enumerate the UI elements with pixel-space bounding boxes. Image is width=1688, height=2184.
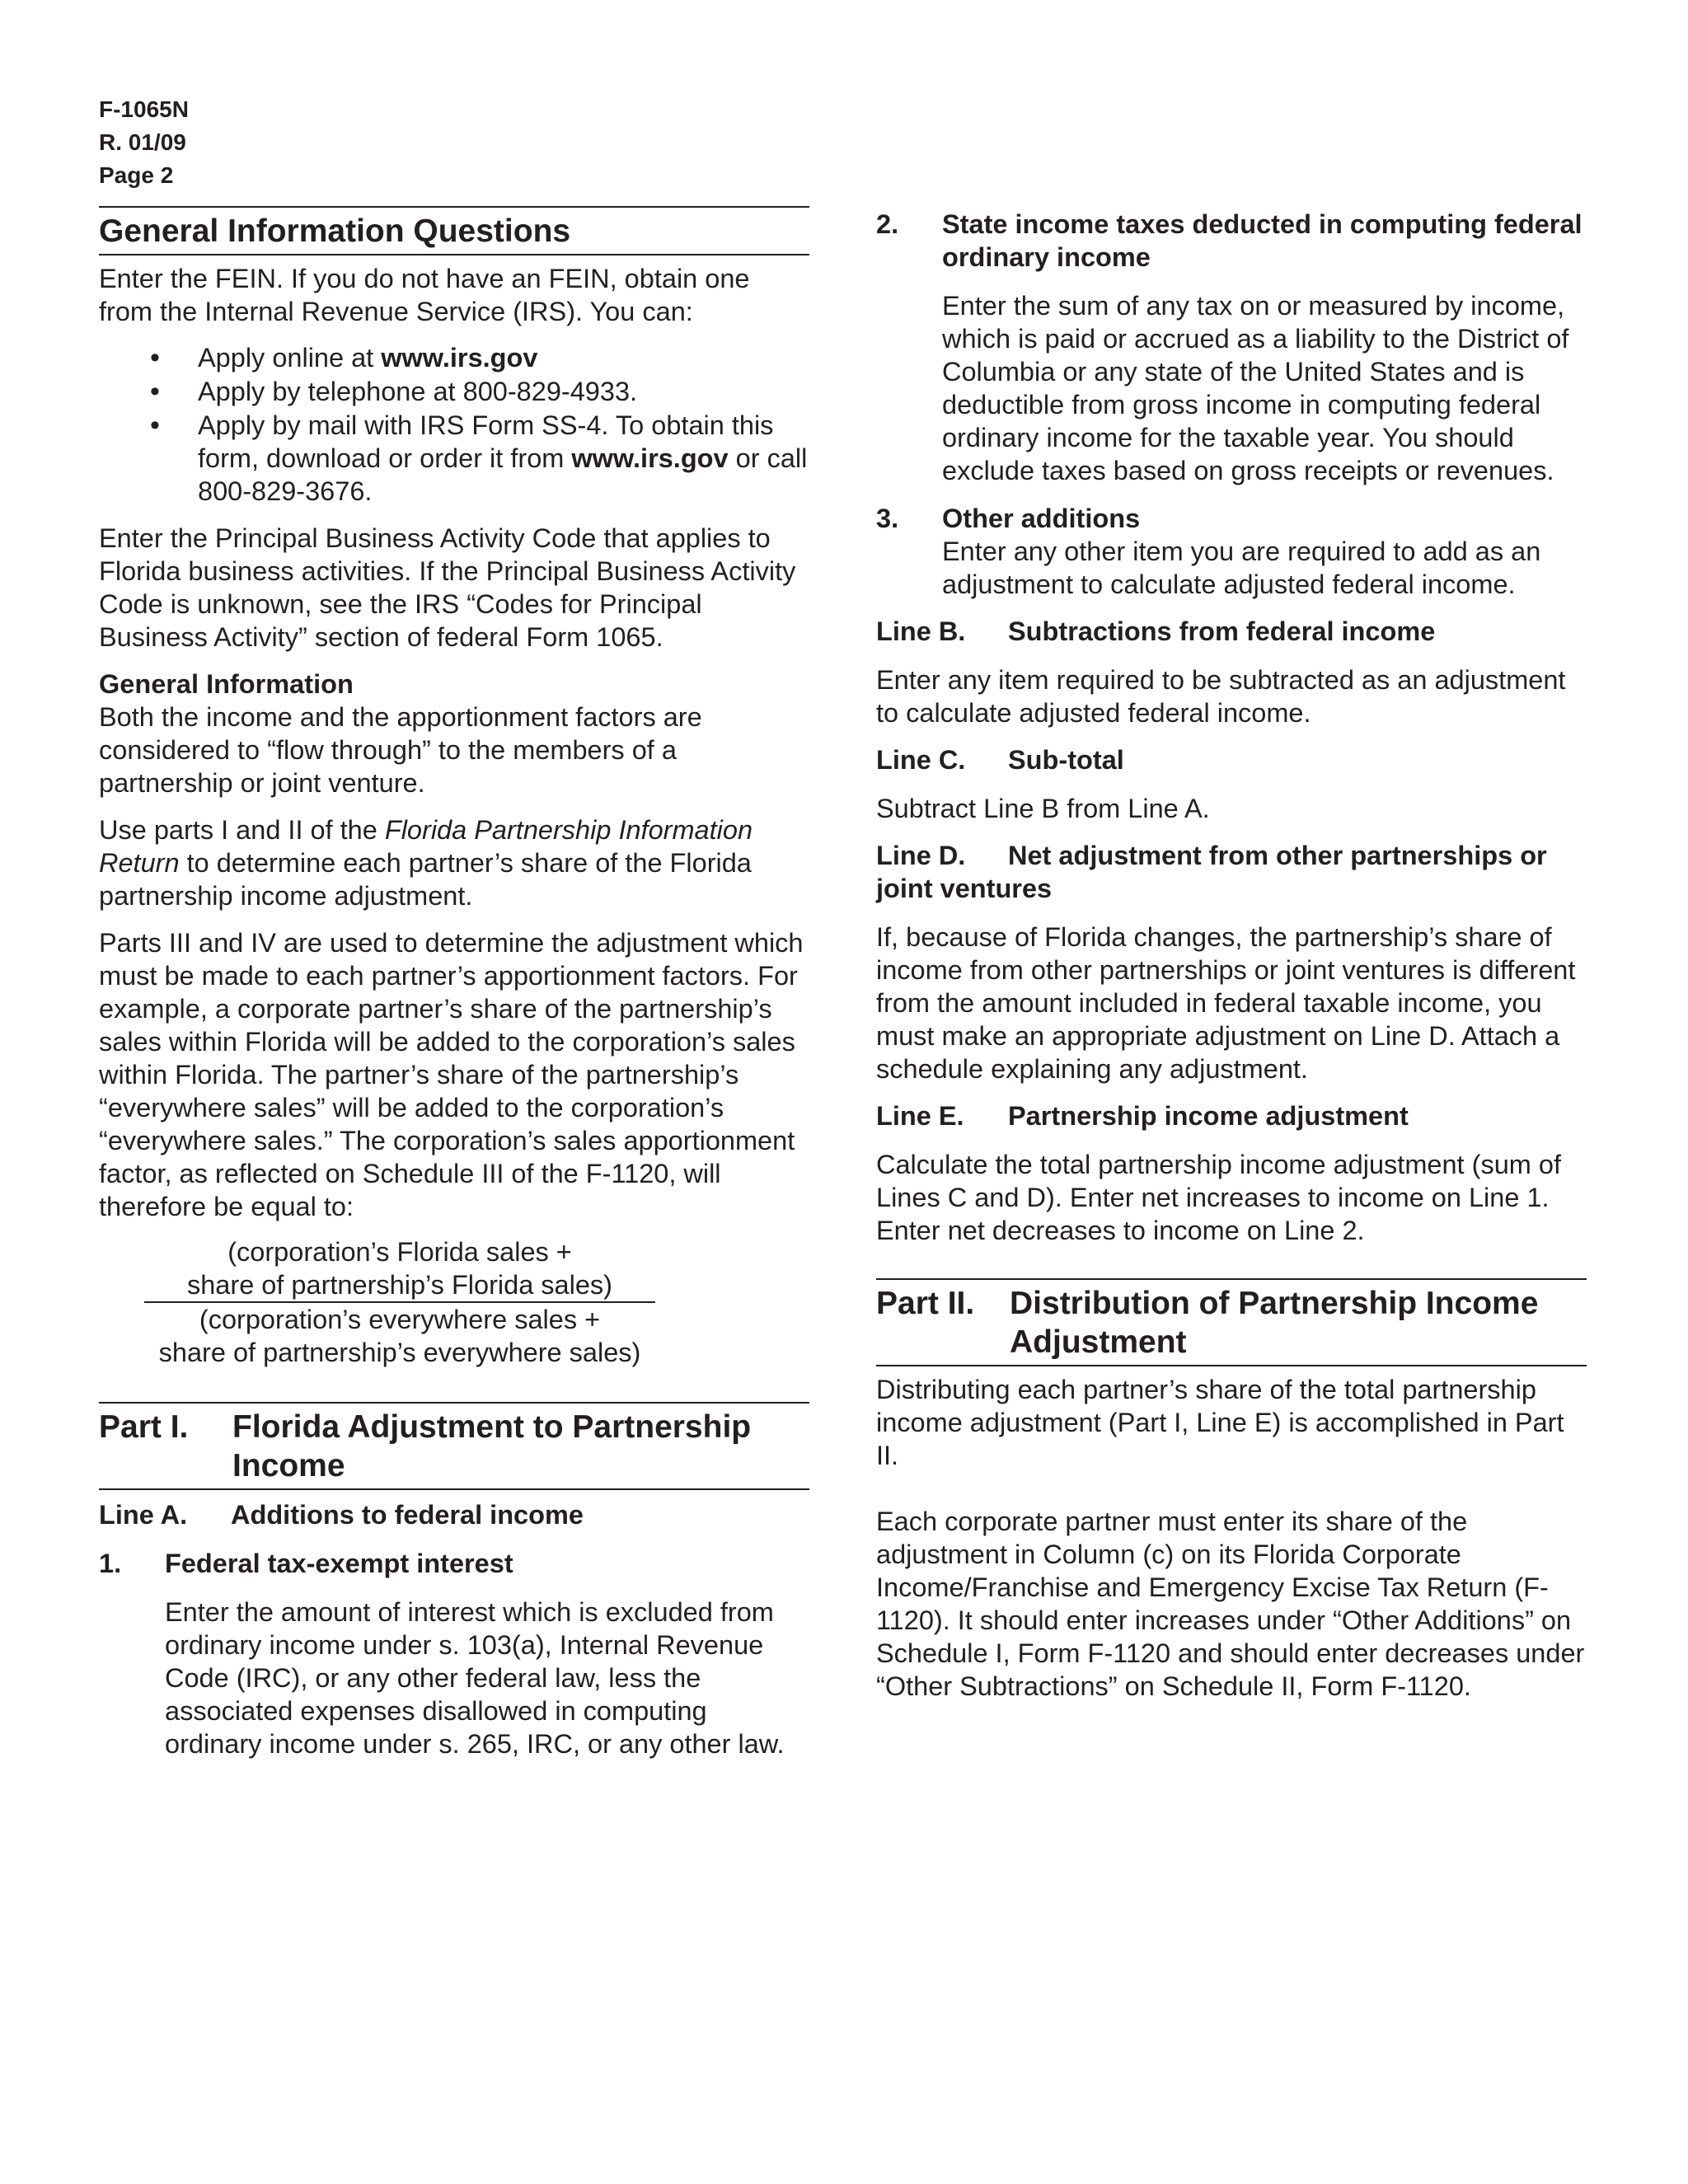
pbac-paragraph: Enter the Principal Business Activity Code that applies to Florida business activities. If the Principal Business Activity Code is unknown, see the IRS “Codes for Principal Business Activity” section of federal Form 1065.: [99, 523, 796, 652]
item-2-body: Enter the sum of any tax on or measured by income, which is paid or accrued as a liability to the District of Columbia or any state of the United States and is deductible from gross income in computing federal ordinary income for the taxable year. You should exclude taxes based on gross receipts or revenues.: [942, 291, 1569, 485]
irs-link[interactable]: www.irs.gov: [381, 343, 538, 373]
line-d-text: If, because of Florida changes, the partnership’s share of income from other partnerships or joint ventures is different from the amount included in federal taxable income, you must make an appropriate adjustment on Line D. Attach a schedule explaining any adjustment.: [876, 922, 1576, 1084]
right-column: [876, 208, 1587, 1703]
formula-numerator-2: share of partnership’s Florida sales): [144, 1268, 655, 1303]
section-heading-part1: [99, 1402, 809, 1490]
line-c-text: Subtract Line B from Line A.: [876, 794, 1210, 823]
formula-denominator-1: (corporation’s everywhere sales +: [199, 1305, 601, 1334]
left-column: [99, 206, 809, 1760]
apportionment-paragraph: Parts III and IV are used to determine the adjustment which must be made to each partner’s apportionment factors. For example, a corporate partner’s share of the partnership’s sales within Florida will be added to the corporation’s sales within Florida. The partner’s share of the partnership’s “everywhere sales” will be added to the corporation’s “everywhere sales.” The corporation’s sales apportionment factor, as reflected on Schedule III of the F-1120, will therefore be equal to:: [99, 928, 804, 1221]
fein-options-list: [99, 341, 809, 508]
section-heading-general-questions: [99, 206, 809, 255]
formula-numerator-1: (corporation’s Florida sales +: [227, 1237, 572, 1267]
line-a-heading: Line A. Additions to federal income: [99, 1500, 584, 1530]
formula-denominator-2: share of partnership’s everywhere sales): [158, 1338, 641, 1367]
item-2-heading: 2. State income taxes deducted in computing federal ordinary income: [876, 209, 1582, 272]
line-d-heading: Line D. Net adjustment from other partnerships or joint ventures: [876, 841, 1547, 903]
item-1-heading: 1. Federal tax-exempt interest: [99, 1549, 513, 1578]
line-e-text: Calculate the total partnership income adjustment (sum of Lines C and D). Enter net increases to income on Line 1. Enter net decreases to income on Line 2.: [876, 1150, 1561, 1245]
list-item: • Apply by mail with IRS Form SS-4. To obtain this form, download or order it from www.irs.gov or call 800-829-3676.: [99, 409, 809, 508]
return-title: Florida Partnership Information Return: [99, 815, 753, 878]
fein-intro: Enter the FEIN. If you do not have an FEIN, obtain one from the Internal Revenue Service (IRS). You can:: [99, 264, 750, 326]
section-title: General Information Questions: [99, 213, 571, 249]
section-heading-part2: [876, 1278, 1587, 1366]
general-information-heading: General Information: [99, 669, 354, 699]
list-item: • Apply by telephone at 800-829-4933.: [99, 375, 809, 408]
line-e-heading: Line E. Partnership income adjustment: [876, 1101, 1409, 1131]
item-3-heading: 3. Other additions: [876, 504, 1141, 533]
bullet-icon: •: [150, 410, 160, 441]
form-revision: R. 01/09: [99, 129, 186, 155]
part-title: Distribution of Partnership Income Adjustment: [1010, 1286, 1539, 1360]
part2-instructions: Each corporate partner must enter its share of the adjustment in Column (c) on its Florida Corporate Income/Franchise and Emergency Excise Tax Return (F-1120). It should enter increases under “Other Additions” on Schedule I, Form F-1120 and should enter decreases under “Other Subtractions” on Schedule II, Form F-1120.: [876, 1507, 1585, 1701]
form-identifier: [99, 93, 189, 192]
line-b-heading: Line B. Subtractions from federal income: [876, 616, 1436, 646]
bullet-icon: •: [150, 342, 160, 373]
form-number: F-1065N: [99, 96, 189, 122]
flow-through-paragraph: Both the income and the apportionment factors are considered to “flow through” to the members of a partnership or joint venture.: [99, 702, 702, 798]
bullet-icon: •: [150, 376, 160, 407]
list-item: • Apply online at www.irs.gov: [99, 341, 809, 374]
line-b-text: Enter any item required to be subtracted as an adjustment to calculate adjusted federal income.: [876, 665, 1566, 728]
line-c-heading: Line C. Sub-total: [876, 745, 1124, 775]
part2-intro: Distributing each partner’s share of the total partnership income adjustment (Part I, Line E) is accomplished in Part II.: [876, 1375, 1564, 1470]
parts-paragraph: Use parts I and II of the Florida Partnership Information Return to determine each partner’s share of the Florida partnership income adjustment.: [99, 815, 753, 911]
irs-link[interactable]: www.irs.gov: [571, 443, 729, 473]
page-number: Page 2: [99, 162, 174, 188]
part-title: Florida Adjustment to Partnership Income: [232, 1409, 752, 1483]
sales-factor-formula: [99, 1235, 701, 1369]
part-label: Part II.: [876, 1286, 975, 1321]
item-3-body: Enter any other item you are required to add as an adjustment to calculate adjusted federal income.: [942, 537, 1541, 599]
part-label: Part I.: [99, 1409, 189, 1445]
item-1-body: Enter the amount of interest which is excluded from ordinary income under s. 103(a), Internal Revenue Code (IRC), or any other federal law, less the associated expenses disallowed in computing ordinary income under s. 265, IRC, or any other law.: [165, 1597, 785, 1759]
